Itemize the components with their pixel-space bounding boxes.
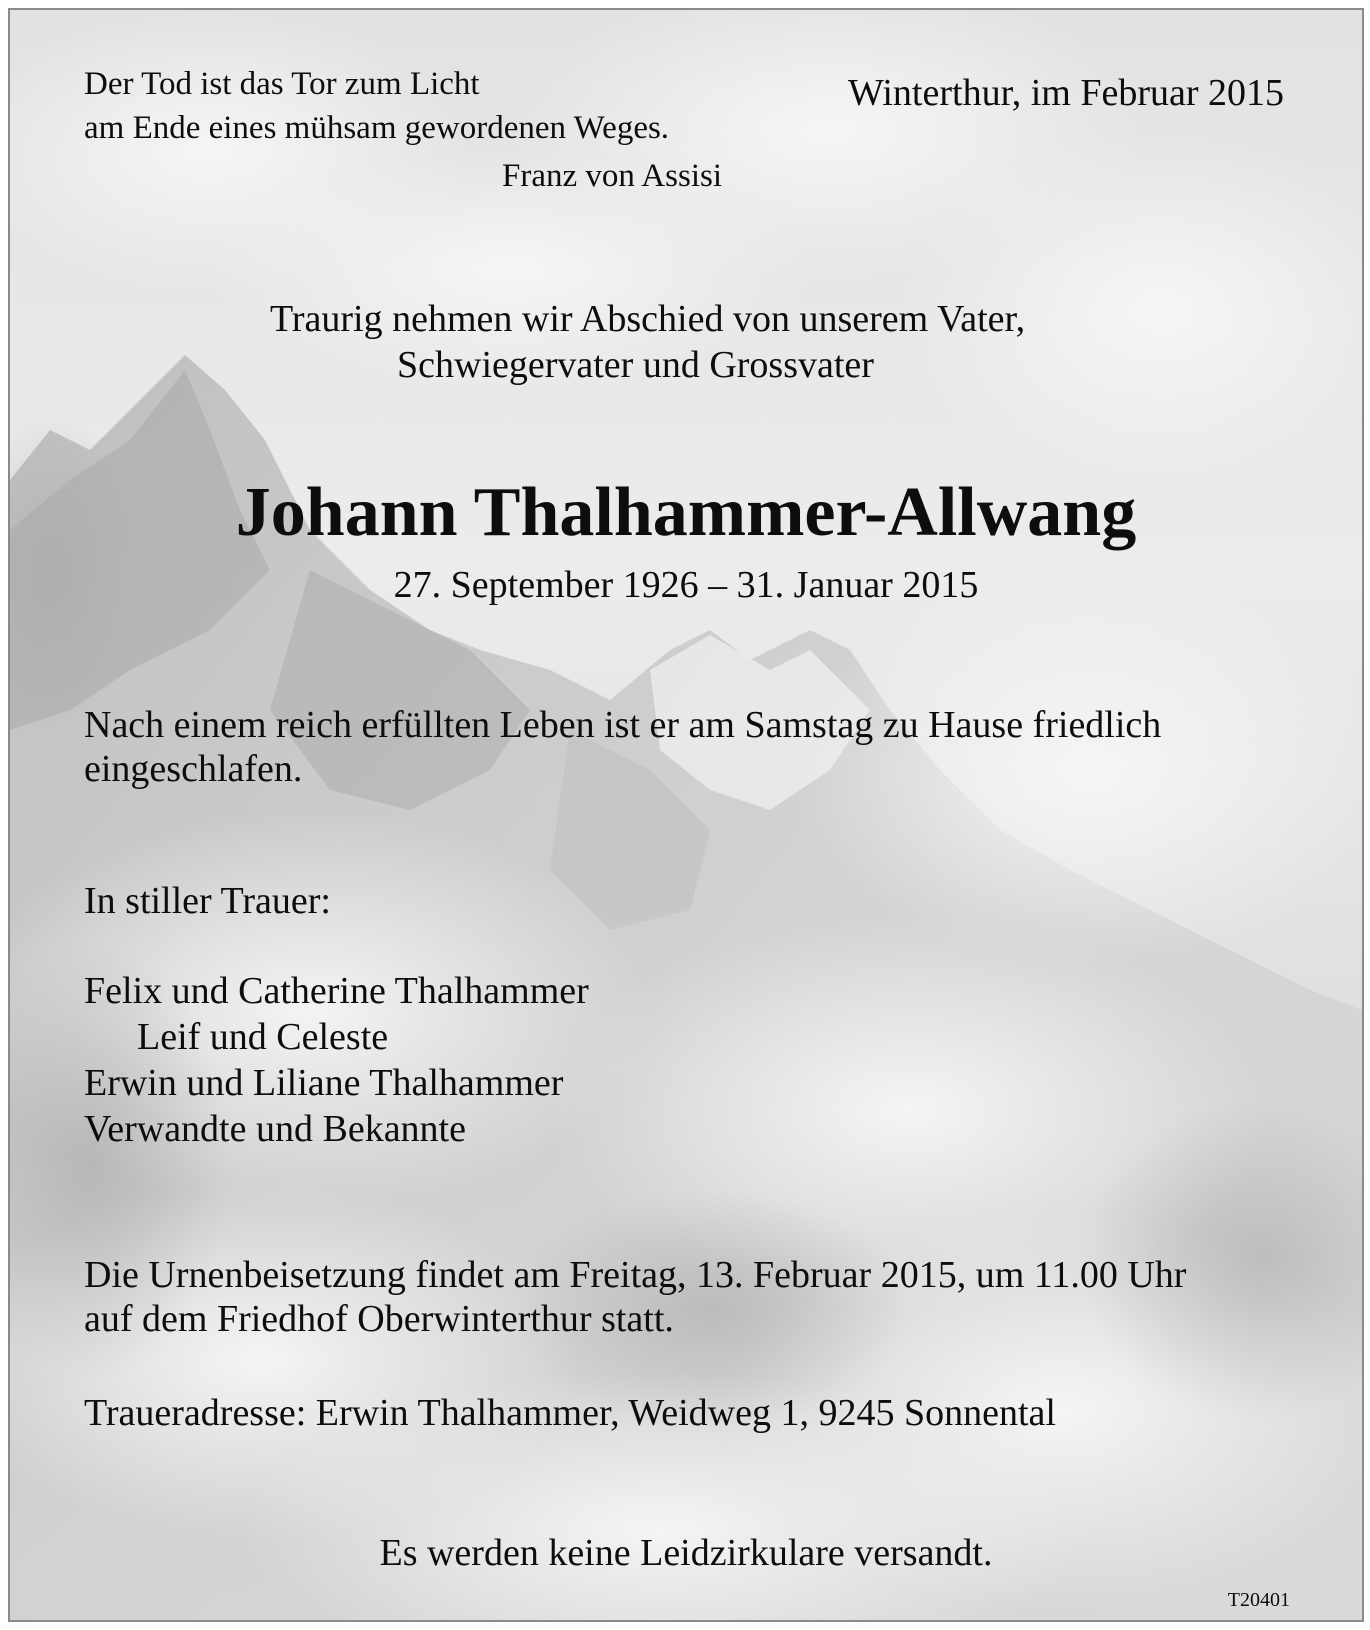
quote-line-1: Der Tod ist das Tor zum Licht [84, 66, 480, 102]
deceased-name: Johann Thalhammer-Allwang [235, 474, 1137, 551]
mourner-item: Verwandte und Bekannte [84, 1108, 466, 1150]
mourning-address: Traueradresse: Erwin Thalhammer, Weidweg 1, 9245 Sonnental [84, 1392, 1056, 1434]
quote-author: Franz von Assisi [501, 158, 722, 194]
place-date: Winterthur, im Februar 2015 [848, 72, 1284, 114]
mourner-item: Felix und Catherine Thalhammer [84, 970, 589, 1012]
message-line-1-wrap [84, 702, 1300, 749]
mourner-item: Leif und Celeste [137, 1016, 389, 1058]
message-line-1: Nach einem reich erfüllten Leben ist er am Samstag zu Hause friedlich [84, 704, 1162, 746]
reference-code: T20401 [1227, 1589, 1290, 1611]
message-line-2: eingeschlafen. [84, 748, 303, 790]
mourner-item: Erwin und Liliane Thalhammer [84, 1062, 564, 1104]
intro-line-1: Traurig nehmen wir Abschied von unserem Vater, [270, 298, 1026, 340]
obituary-content [10, 10, 1362, 1620]
intro-line-2: Schwiegervater und Grossvater [397, 344, 874, 386]
funeral-line-1-wrap [84, 1252, 1300, 1299]
funeral-line-2: auf dem Friedhof Oberwinterthur statt. [84, 1298, 674, 1340]
life-dates: 27. September 1926 – 31. Januar 2015 [393, 564, 979, 606]
obituary-card [8, 8, 1364, 1622]
quote-line-2: am Ende eines mühsam gewordenen Weges. [84, 110, 670, 146]
mourners-heading: In stiller Trauer: [84, 880, 331, 922]
funeral-line-1: Die Urnenbeisetzung findet am Freitag, 13. Februar 2015, um 11.00 Uhr [84, 1254, 1187, 1296]
closing-note: Es werden keine Leidzirkulare versandt. [379, 1532, 993, 1574]
